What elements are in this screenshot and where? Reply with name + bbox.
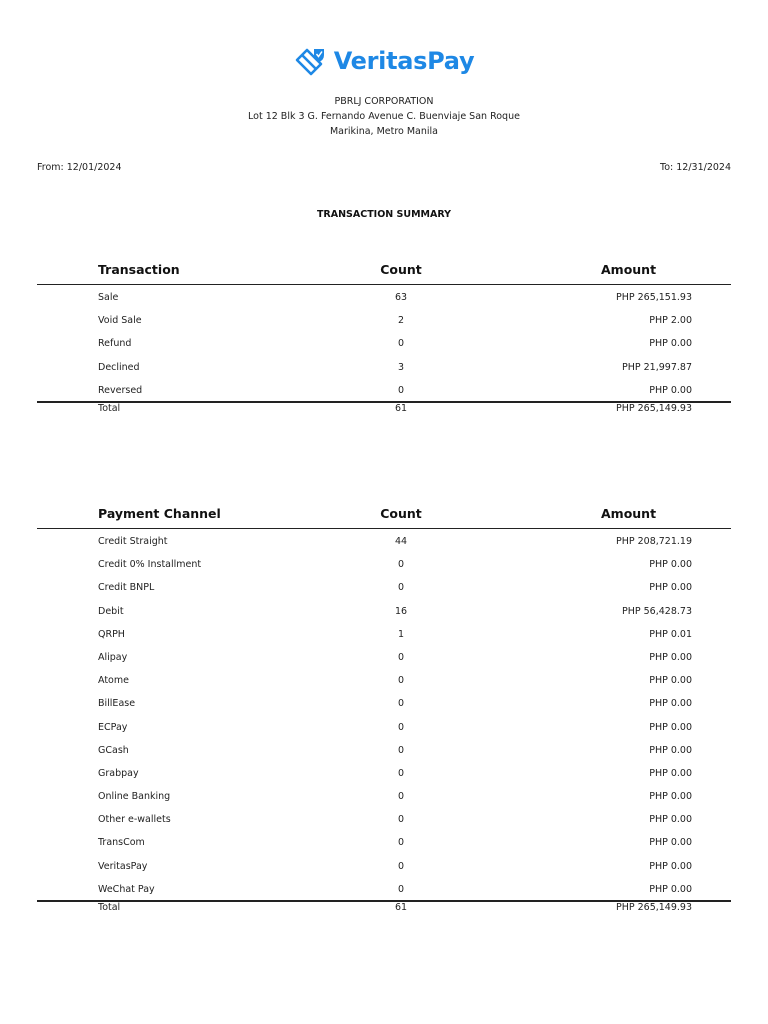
row-amount: PHP 208,721.19: [615, 536, 692, 547]
row-amount: PHP 21,997.87: [622, 361, 692, 373]
payment-channel-table: [37, 498, 731, 916]
total-label: Total: [98, 902, 121, 913]
row-amount: PHP 0.00: [649, 559, 692, 571]
table-row: GCash 0 PHP 0.00: [98, 744, 692, 756]
brand-name: VeritasPay: [333, 47, 475, 75]
period-to: To: 12/31/2024: [660, 162, 731, 173]
row-amount: PHP 0.00: [649, 338, 692, 350]
table-row: Refund 0 PHP 0.00: [98, 338, 692, 350]
row-label: Credit BNPL: [98, 582, 155, 594]
row-amount: PHP 56,428.73: [622, 605, 692, 617]
row-amount: PHP 0.01: [649, 628, 692, 640]
table-body: [37, 285, 731, 401]
row-label: Alipay: [98, 651, 128, 663]
table-row: Alipay 0 PHP 0.00: [98, 651, 692, 663]
table-header: Payment Channel Count Amount: [37, 498, 731, 529]
table-row: Void Sale 2 PHP 2.00: [98, 315, 692, 327]
table-total-row: Total 61 PHP 265,149.93: [37, 401, 731, 417]
row-amount: PHP 0.00: [649, 675, 692, 687]
row-label: Refund: [98, 338, 132, 350]
row-amount: PHP 0.00: [649, 767, 692, 779]
row-label: QRPH: [98, 628, 125, 640]
row-label: Void Sale: [98, 315, 142, 327]
row-label: Credit 0% Installment: [98, 559, 202, 571]
table-total-row: Total 61 PHP 265,149.93: [37, 900, 731, 916]
report-title: TRANSACTION SUMMARY: [316, 209, 452, 220]
company-info: [0, 94, 768, 139]
row-amount: PHP 0.00: [649, 860, 692, 872]
row-label: TransCom: [98, 837, 145, 849]
row-amount: PHP 0.00: [649, 791, 692, 803]
table-row: WeChat Pay 0 PHP 0.00: [98, 883, 692, 895]
table-row: Credit Straight 44 PHP 208,721.19: [98, 536, 692, 547]
row-amount: PHP 0.00: [649, 837, 692, 849]
table-row: VeritasPay 0 PHP 0.00: [98, 860, 692, 872]
table-row: Credit BNPL 0 PHP 0.00: [98, 582, 692, 594]
company-name: PBRLJ CORPORATION: [334, 96, 434, 107]
table-row: QRPH 1 PHP 0.01: [98, 628, 692, 640]
header-amount: Amount: [601, 262, 657, 277]
table-row: Declined 3 PHP 21,997.87: [98, 361, 692, 373]
row-label: WeChat Pay: [98, 883, 155, 895]
row-amount: PHP 0.00: [649, 814, 692, 826]
brand-logo: [0, 44, 768, 78]
row-label: Atome: [98, 675, 129, 687]
table-row: Credit 0% Installment 0 PHP 0.00: [98, 559, 692, 571]
row-amount: PHP 2.00: [649, 315, 692, 327]
row-label: Grabpay: [98, 767, 139, 779]
header-transaction: Transaction: [98, 262, 180, 277]
row-amount: PHP 0.00: [649, 744, 692, 756]
table-row: Debit 16 PHP 56,428.73: [98, 605, 692, 617]
row-label: Sale: [98, 292, 119, 303]
total-amount: PHP 265,149.93: [615, 402, 692, 414]
row-amount: PHP 0.00: [649, 384, 692, 396]
row-label: Online Banking: [98, 791, 171, 803]
table-row: Reversed 0 PHP 0.00: [98, 384, 692, 396]
row-label: Credit Straight: [98, 536, 168, 547]
company-address-line2: Marikina, Metro Manila: [329, 126, 439, 137]
table-header: Transaction Count Amount: [37, 254, 731, 285]
company-address-line1: Lot 12 Blk 3 G. Fernando Avenue C. Buenviaje San Roque: [248, 111, 520, 122]
header-payment-channel: Payment Channel: [98, 506, 221, 521]
table-row: Online Banking 0 PHP 0.00: [98, 791, 692, 803]
table-row: Other e-wallets 0 PHP 0.00: [98, 814, 692, 826]
period-from: From: 12/01/2024: [37, 162, 122, 173]
row-amount: PHP 265,151.93: [615, 292, 692, 303]
table-row: Sale 63 PHP 265,151.93: [98, 292, 692, 303]
table-row: ECPay 0 PHP 0.00: [98, 721, 692, 733]
row-label: ECPay: [98, 721, 128, 733]
table-body: [37, 529, 731, 900]
card-shield-icon: [294, 46, 328, 76]
row-label: Declined: [98, 361, 140, 373]
transaction-table: [37, 254, 731, 417]
table-row: Grabpay 0 PHP 0.00: [98, 767, 692, 779]
table-row: Atome 0 PHP 0.00: [98, 675, 692, 687]
row-label: Reversed: [98, 384, 143, 396]
row-label: Other e-wallets: [98, 814, 171, 826]
row-amount: PHP 0.00: [649, 582, 692, 594]
table-row: BillEase 0 PHP 0.00: [98, 698, 692, 710]
row-label: Debit: [98, 605, 124, 617]
total-amount: PHP 265,149.93: [615, 902, 692, 913]
row-amount: PHP 0.00: [649, 698, 692, 710]
row-amount: PHP 0.00: [649, 721, 692, 733]
row-label: BillEase: [98, 698, 136, 710]
row-amount: PHP 0.00: [649, 883, 692, 895]
row-label: GCash: [98, 744, 129, 756]
total-label: Total: [98, 402, 121, 414]
table-row: TransCom 0 PHP 0.00: [98, 837, 692, 849]
header-amount: Amount: [601, 506, 657, 521]
row-label: VeritasPay: [98, 860, 148, 872]
row-amount: PHP 0.00: [649, 651, 692, 663]
